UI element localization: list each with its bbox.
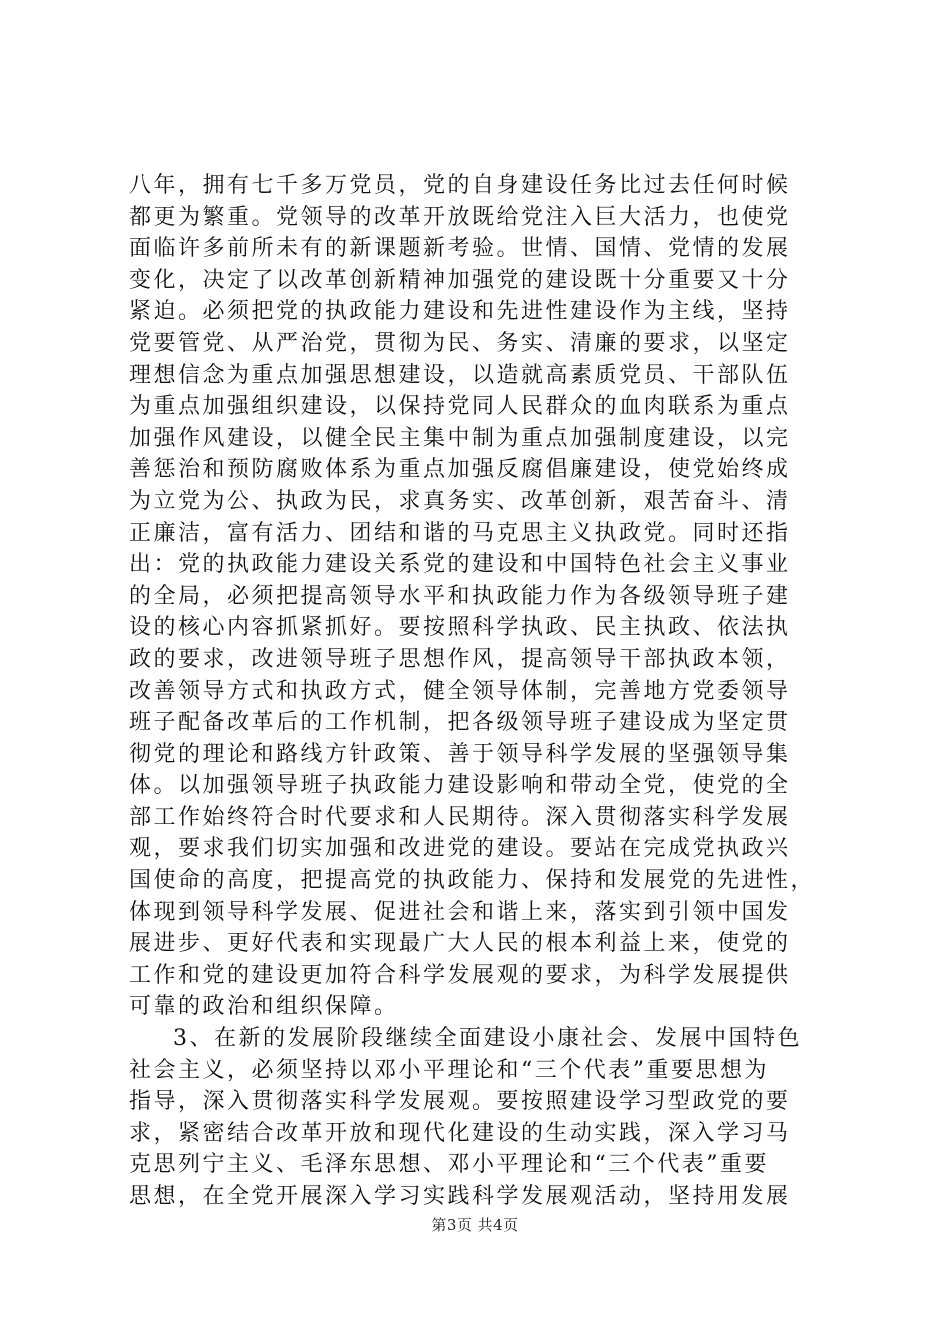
text-line: 可靠的政治和组织保障。: [129, 994, 399, 1020]
text-line: 部工作始终符合时代要求和人民期待。深入贯彻落实科学发展: [129, 804, 791, 830]
page-number-footer: 第3页 共4页: [431, 1216, 519, 1234]
text-line: 社会主义，必须坚持以邓小平理论和“三个代表”重要思想为: [129, 1057, 769, 1083]
text-line: 求，紧密结合改革开放和现代化建设的生动实践，深入学习马: [129, 1120, 791, 1146]
text-line: 彻党的理论和路线方针政策、善于领导科学发展的坚强领导集: [129, 741, 791, 767]
text-line: 展进步、更好代表和实现最广大人民的根本利益上来，使党的: [129, 931, 791, 957]
text-line: 指导，深入贯彻落实科学发展观。要按照建设学习型政党的要: [129, 1089, 791, 1115]
text-line: 的全局，必须把提高领导水平和执政能力作为各级领导班子建: [129, 583, 791, 609]
text-line: 观，要求我们切实加强和改进党的建设。要站在完成党执政兴: [129, 836, 791, 862]
text-line: 正廉洁，富有活力、团结和谐的马克思主义执政党。同时还指: [129, 520, 791, 546]
text-line: 变化，决定了以改革创新精神加强党的建设既十分重要又十分: [129, 267, 791, 293]
text-line: 加强作风建设，以健全民主集中制为重点加强制度建设，以完: [129, 425, 791, 451]
text-line: 八年，拥有七千多万党员，党的自身建设任务比过去任何时候: [129, 173, 791, 198]
text-line: 国使命的高度，把提高党的执政能力、保持和发展党的先进性，: [129, 868, 816, 894]
text-line: 都更为繁重。党领导的改革开放既给党注入巨大活力，也使党: [129, 204, 791, 230]
text-line: 紧迫。必须把党的执政能力建设和先进性建设作为主线，坚持: [129, 299, 791, 325]
text-line: 面临许多前所未有的新课题新考验。世情、国情、党情的发展: [129, 236, 791, 262]
text-line: 善惩治和预防腐败体系为重点加强反腐倡廉建设，使党始终成: [129, 457, 791, 483]
text-line: 为立党为公、执政为民，求真务实、改革创新，艰苦奋斗、清: [129, 488, 791, 514]
text-line: 为重点加强组织建设，以保持党同人民群众的血肉联系为重点: [129, 394, 791, 420]
body-text: [129, 170, 829, 1213]
text-line: 克思列宁主义、毛泽东思想、邓小平理论和“三个代表”重要: [129, 1152, 769, 1178]
text-line: 党要管党、从严治党，贯彻为民、务实、清廉的要求，以坚定: [129, 330, 791, 356]
text-line: 设的核心内容抓紧抓好。要按照科学执政、民主执政、依法执: [129, 615, 791, 641]
text-line: 体现到领导科学发展、促进社会和谐上来，落实到引领中国发: [129, 899, 791, 925]
paragraph-start-line: 3、在新的发展阶段继续全面建设小康社会、发展中国特色: [173, 1026, 802, 1052]
text-line: 政的要求，改进领导班子思想作风，提高领导干部执政本领，: [129, 646, 791, 672]
text-line: 班子配备改革后的工作机制，把各级领导班子建设成为坚定贯: [129, 710, 791, 736]
text-line: 思想，在全党开展深入学习实践科学发展观活动，坚持用发展: [129, 1184, 791, 1209]
text-line: 出：党的执政能力建设关系党的建设和中国特色社会主义事业: [129, 552, 791, 578]
text-line: 改善领导方式和执政方式，健全领导体制，完善地方党委领导: [129, 678, 791, 704]
text-line: 体。以加强领导班子执政能力建设影响和带动全党，使党的全: [129, 773, 791, 799]
text-line: 工作和党的建设更加符合科学发展观的要求，为科学发展提供: [129, 962, 791, 988]
text-line: 理想信念为重点加强思想建设，以造就高素质党员、干部队伍: [129, 362, 791, 388]
